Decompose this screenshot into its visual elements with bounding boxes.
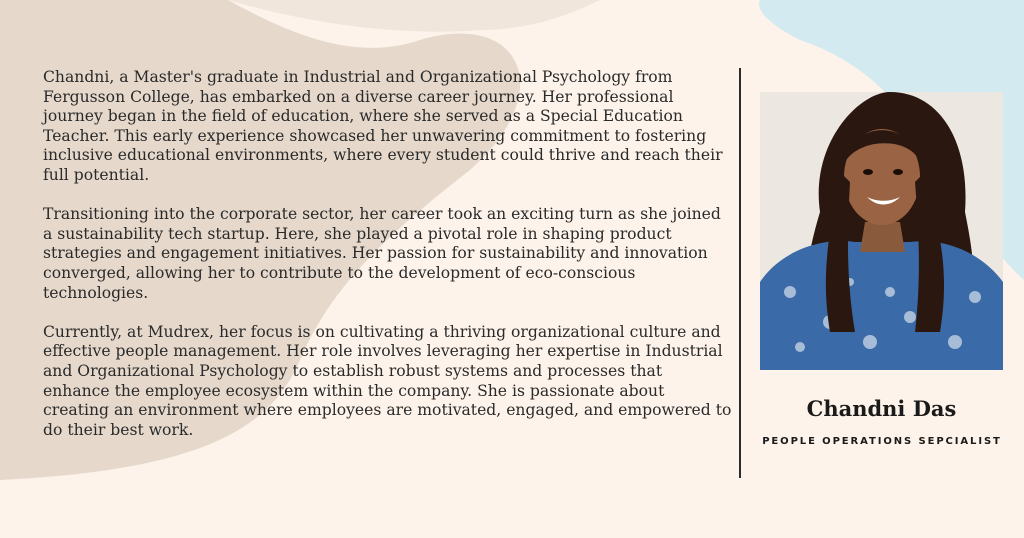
bio-paragraph: Transitioning into the corporate sector, her career took an exciting turn as she joined a sustainability tech startup. Here, she played a pivotal role in shaping product strategies and engagement initiatives. Her passion for sustainability and innovation converged, allowing her to contribute to the development of eco-conscious technologies.: [43, 205, 721, 302]
light-blob-shape: [228, 0, 600, 32]
profile-photo: [760, 92, 1003, 370]
vertical-divider: [739, 68, 741, 478]
profile-name: Chandni Das: [806, 396, 957, 421]
bio-paragraph: Currently, at Mudrex, her focus is on cultivating a thriving organizational culture and effective people management. Her role involves leveraging her expertise in Industrial and Organizational Psychology to establish robust systems and processes that enhance the employee ecosystem within the company. She is passionate about creating an environment where employees are motivated, engaged, and empowered to do their best work.: [43, 322, 732, 439]
bio-text: [43, 68, 733, 460]
bio-paragraph: Chandni, a Master's graduate in Industrial and Organizational Psychology from Fergusson College, has embarked on a diverse career journey. Her professional journey began in the field of education, where she served as a Special Education Teacher. This early experience showcased her unwavering commitment to fostering inclusive educational environments, where every student could thrive and reach their full potential.: [43, 68, 723, 184]
profile-title: PEOPLE OPERATIONS SEPCIALIST: [762, 436, 1002, 447]
